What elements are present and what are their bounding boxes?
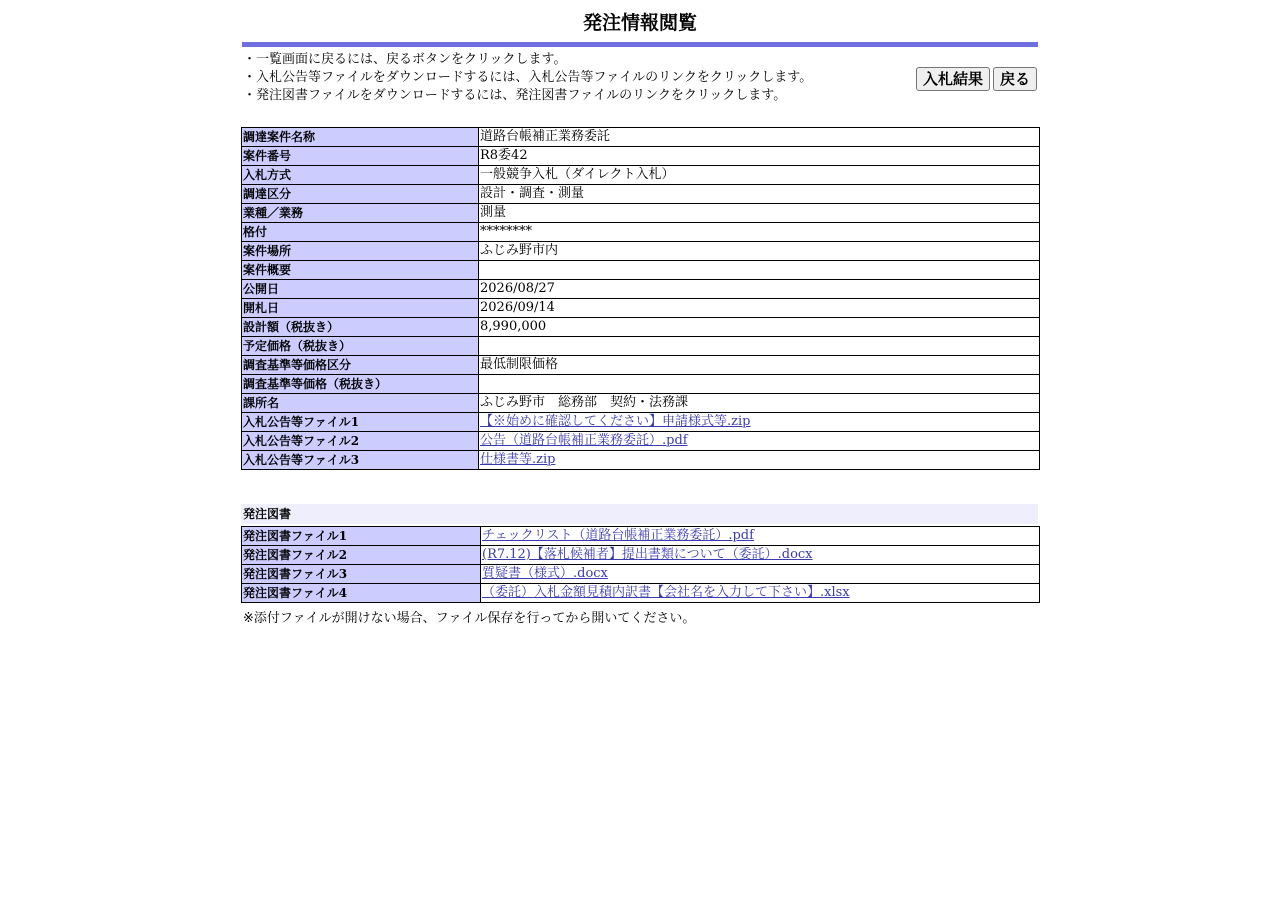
- info-label: 案件概要: [242, 261, 479, 280]
- table-row: [242, 337, 1040, 356]
- info-value-cell: [479, 128, 1040, 147]
- table-row: [242, 584, 1040, 603]
- drawing-value-cell: [481, 565, 1040, 584]
- table-row: [242, 318, 1040, 337]
- table-row: [242, 451, 1040, 470]
- info-value-cell: [479, 299, 1040, 318]
- info-value: ふじみ野市内: [480, 243, 559, 258]
- info-label: 入札方式: [242, 166, 479, 185]
- info-file-link[interactable]: 【※始めに確認してください】申請様式等.zip: [480, 414, 751, 429]
- info-file-link[interactable]: 公告（道路台帳補正業務委託）.pdf: [480, 433, 688, 448]
- info-label: 調査基準等価格（税抜き）: [242, 375, 479, 394]
- info-value: 最低制限価格: [480, 357, 559, 372]
- info-value: ********: [480, 224, 532, 239]
- info-label: 設計額（税抜き）: [242, 318, 479, 337]
- table-row: [242, 166, 1040, 185]
- case-info-table: [241, 127, 1040, 470]
- drawing-label: 発注図書ファイル2: [242, 546, 481, 565]
- page-container: [241, 0, 1039, 626]
- info-label: 入札公告等ファイル2: [242, 432, 479, 451]
- instructions-row: [241, 47, 1039, 127]
- instruction-line: ・一覧画面に戻るには、戻るボタンをクリックします。: [243, 52, 567, 67]
- info-label: 公開日: [242, 280, 479, 299]
- drawing-label: 発注図書ファイル1: [242, 527, 481, 546]
- info-label: 課所名: [242, 394, 479, 413]
- info-value-cell: [479, 166, 1040, 185]
- info-label: 調達区分: [242, 185, 479, 204]
- table-row: [242, 147, 1040, 166]
- drawing-file-link[interactable]: チェックリスト（道路台帳補正業務委託）.pdf: [482, 528, 754, 543]
- info-value-cell: [479, 375, 1040, 394]
- info-value-cell: [479, 318, 1040, 337]
- info-value-cell: [479, 223, 1040, 242]
- drawing-file-link[interactable]: 質疑書（様式）.docx: [482, 566, 608, 581]
- info-value: 2026/08/27: [480, 281, 555, 296]
- info-label: 入札公告等ファイル1: [242, 413, 479, 432]
- info-value: 8,990,000: [480, 319, 547, 334]
- table-row: [242, 204, 1040, 223]
- info-value: 2026/09/14: [480, 300, 555, 315]
- table-row: [242, 223, 1040, 242]
- table-row: [242, 261, 1040, 280]
- info-value-cell: [479, 185, 1040, 204]
- info-value-cell: [479, 147, 1040, 166]
- table-row: [242, 375, 1040, 394]
- info-label: 予定価格（税抜き）: [242, 337, 479, 356]
- info-value-cell: [479, 432, 1040, 451]
- page-title: 発注情報閲覧: [582, 12, 697, 34]
- table-row: [242, 299, 1040, 318]
- info-value: 道路台帳補正業務委託: [480, 129, 611, 144]
- action-buttons: [916, 67, 1037, 91]
- info-label: 調査基準等価格区分: [242, 356, 479, 375]
- info-value: 測量: [480, 205, 507, 220]
- info-label: 案件場所: [242, 242, 479, 261]
- info-value-cell: [479, 204, 1040, 223]
- attachment-note: ※添付ファイルが開けない場合、ファイル保存を行ってから開いてください。: [243, 611, 696, 626]
- table-row: [242, 280, 1040, 299]
- info-value: ふじみ野市 総務部 契約・法務課: [480, 395, 689, 410]
- drawing-value-cell: [481, 584, 1040, 603]
- bid-results-button[interactable]: 入札結果: [916, 67, 990, 91]
- table-row: [242, 242, 1040, 261]
- info-value-cell: [479, 451, 1040, 470]
- drawing-label: 発注図書ファイル4: [242, 584, 481, 603]
- info-value: 設計・調査・測量: [480, 186, 585, 201]
- drawing-label: 発注図書ファイル3: [242, 565, 481, 584]
- drawing-file-link[interactable]: (R7.12)【落札候補者】提出書類について（委託）.docx: [482, 547, 813, 562]
- table-row: [242, 432, 1040, 451]
- table-row: [242, 128, 1040, 147]
- info-value-cell: [479, 261, 1040, 280]
- info-value-cell: [479, 280, 1040, 299]
- instructions: [243, 51, 812, 105]
- table-row: [242, 356, 1040, 375]
- drawing-value-cell: [481, 527, 1040, 546]
- table-row: [242, 527, 1040, 546]
- info-label: 案件番号: [242, 147, 479, 166]
- info-value-cell: [479, 394, 1040, 413]
- info-label: 開札日: [242, 299, 479, 318]
- info-label: 調達案件名称: [242, 128, 479, 147]
- drawings-heading: 発注図書: [241, 504, 1038, 524]
- info-value-cell: [479, 413, 1040, 432]
- drawings-table: [241, 526, 1040, 603]
- info-value: 一般競争入札（ダイレクト入札）: [480, 167, 675, 182]
- table-row: [242, 413, 1040, 432]
- info-label: 入札公告等ファイル3: [242, 451, 479, 470]
- drawing-value-cell: [481, 546, 1040, 565]
- table-row: [242, 394, 1040, 413]
- table-row: [242, 565, 1040, 584]
- info-value-cell: [479, 356, 1040, 375]
- info-file-link[interactable]: 仕様書等.zip: [480, 452, 556, 467]
- drawing-file-link[interactable]: （委託）入札金額見積内訳書【会社名を入力して下さい】.xlsx: [482, 585, 850, 600]
- info-value-cell: [479, 242, 1040, 261]
- instruction-line: ・発注図書ファイルをダウンロードするには、発注図書ファイルのリンクをクリックします。: [243, 88, 787, 103]
- case-info-body: [242, 128, 1040, 470]
- back-button[interactable]: 戻る: [993, 67, 1037, 91]
- info-value: R8委42: [480, 148, 528, 163]
- table-row: [242, 185, 1040, 204]
- table-row: [242, 546, 1040, 565]
- instruction-line: ・入札公告等ファイルをダウンロードするには、入札公告等ファイルのリンクをクリックします。: [243, 70, 813, 85]
- drawings-body: [242, 527, 1040, 603]
- info-value-cell: [479, 337, 1040, 356]
- info-label: 業種／業務: [242, 204, 479, 223]
- info-label: 格付: [242, 223, 479, 242]
